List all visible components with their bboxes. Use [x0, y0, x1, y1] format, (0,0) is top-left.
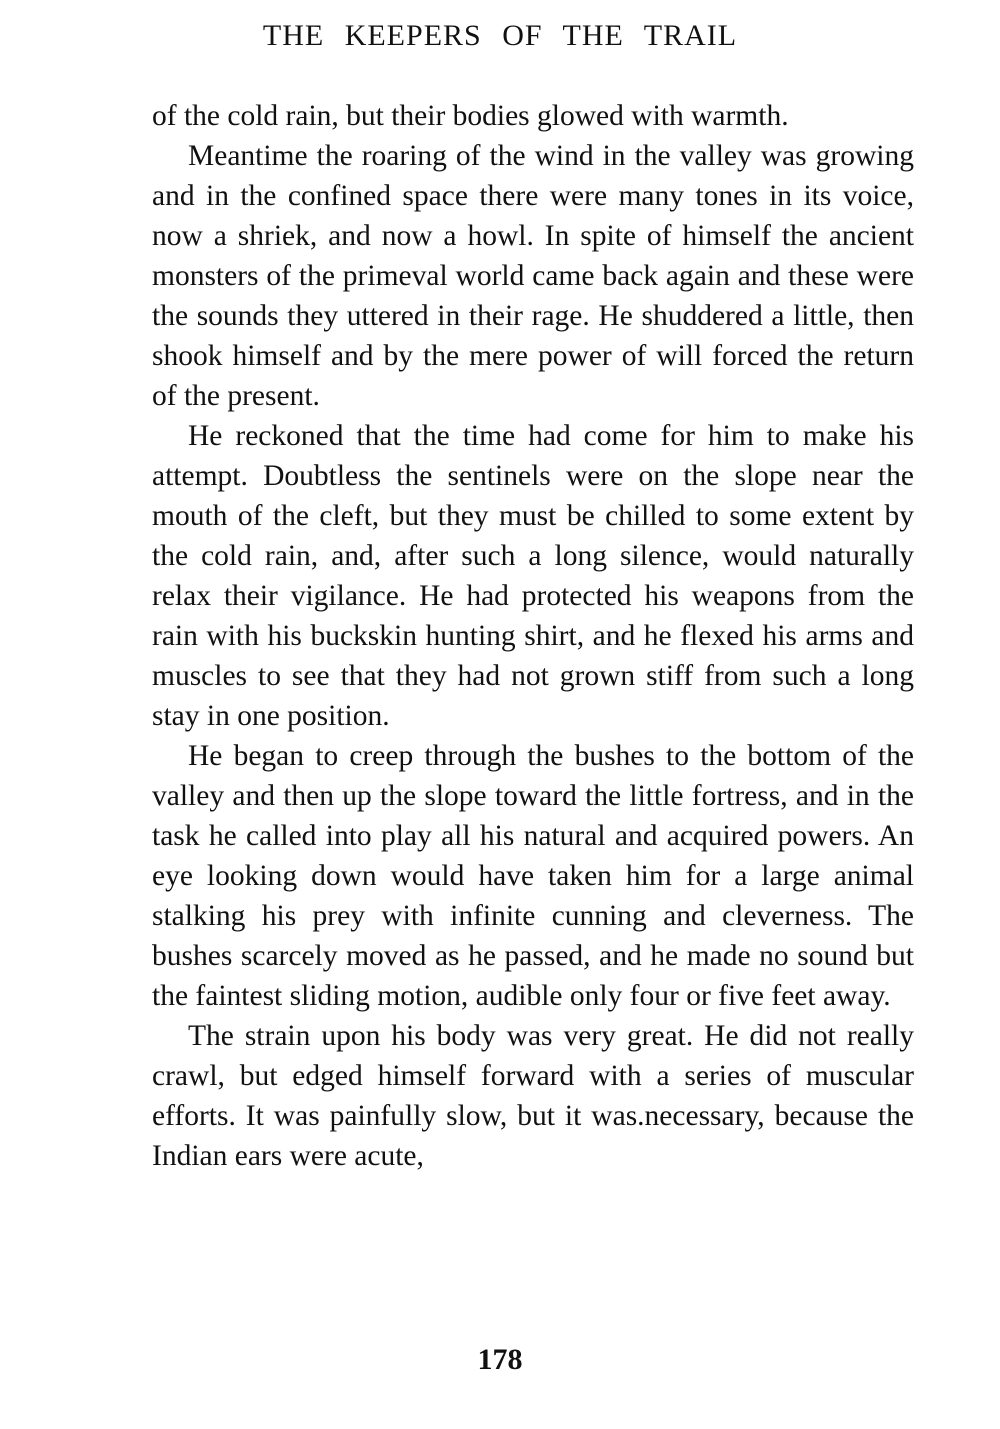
- paragraph: Meantime the roaring of the wind in the valley was growing and in the confined space there were many tones in its voice, now a shriek, and now a howl. In spite of himself the ancient monsters of the primeval world came back again and these were the sounds they uttered in their rage. He shuddered a little, then shook himself and by the mere power of will forced the return of the present.: [152, 140, 914, 412]
- page-number: 178: [477, 1343, 523, 1376]
- running-head: THE KEEPERS OF THE TRAIL: [262, 19, 738, 52]
- body-text: [152, 96, 914, 1176]
- paragraph-continued: of the cold rain, but their bodies glowed with warmth.: [152, 100, 789, 132]
- paragraph: The strain upon his body was very great. He did not really crawl, but edged himself forward with a series of muscular efforts. It was painfully slow, but it was.necessary, because the Indian ears were acute,: [152, 1020, 914, 1172]
- paragraph: He began to creep through the bushes to the bottom of the valley and then up the slope toward the little fortress, and in the task he called into play all his natural and acquired powers. An eye looking down would have taken him for a large animal stalking his prey with infinite cunning and cleverness. The bushes scarcely moved as he passed, and he made no sound but the faintest sliding motion, audible only four or five feet away.: [152, 740, 914, 1012]
- paragraph: He reckoned that the time had come for him to make his attempt. Doubtless the sentinels were on the slope near the mouth of the cleft, but they must be chilled to some extent by the cold rain, and, after such a long silence, would naturally relax their vigilance. He had protected his weapons from the rain with his buckskin hunting shirt, and he flexed his arms and muscles to see that they had not grown stiff from such a long stay in one position.: [152, 420, 914, 732]
